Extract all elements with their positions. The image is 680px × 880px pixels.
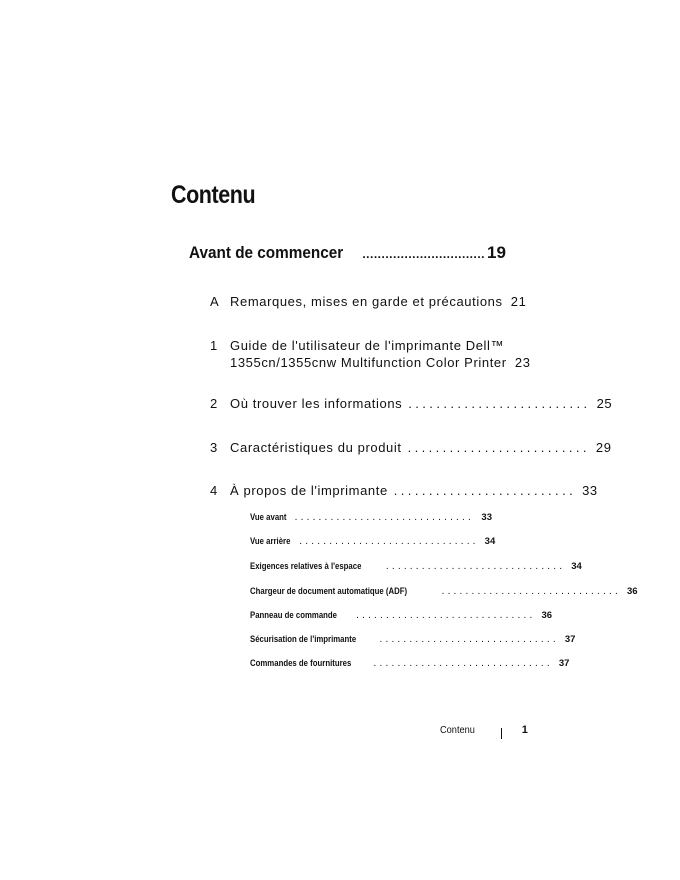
toc-entry-number: A — [210, 294, 220, 309]
toc-subentry[interactable] — [250, 658, 570, 669]
toc-entry-page: 21 — [510, 294, 527, 309]
toc-subentry-title: Exigences relatives à l'espace — [250, 561, 362, 572]
toc-subentry-leader: .............................. — [294, 512, 474, 523]
toc-subentry-page: 34 — [571, 561, 582, 572]
toc-subentry-page: 37 — [558, 658, 570, 669]
section-heading-page: 19 — [487, 243, 506, 262]
toc-subentry[interactable] — [250, 610, 553, 621]
toc-subentry-leader: .............................. — [356, 610, 536, 621]
section-heading-label: Avant de commencer — [189, 243, 344, 262]
toc-subentry[interactable] — [250, 634, 576, 645]
footer-label: Contenu — [440, 724, 475, 736]
footer-page-number: 1 — [521, 724, 528, 736]
toc-subentry-leader: .............................. — [299, 536, 479, 547]
toc-subentry-page: 33 — [481, 512, 492, 523]
footer-divider — [501, 728, 502, 739]
toc-subentry-leader: .............................. — [379, 634, 559, 645]
toc-entry-number: 2 — [210, 396, 218, 411]
toc-entry-leader: .......................... — [407, 440, 590, 455]
toc-entry-title: Où trouver les informations — [230, 396, 403, 411]
toc-entry-title: À propos de l'imprimante — [230, 483, 388, 498]
toc-subentry-title: Sécurisation de l'imprimante — [250, 634, 357, 645]
toc-subentry-title: Chargeur de document automatique (ADF) — [250, 586, 408, 597]
toc-entry-number: 3 — [210, 440, 218, 455]
toc-entry-page: 25 — [596, 396, 613, 411]
toc-subentry-title: Commandes de fournitures — [250, 658, 352, 669]
page-title: Contenu — [171, 181, 256, 209]
toc-subentry-title: Vue avant — [250, 512, 287, 523]
toc-subentry-page: 37 — [564, 634, 576, 645]
page-footer — [440, 724, 528, 736]
toc-subentry-leader: .............................. — [441, 586, 621, 597]
toc-subentry[interactable] — [250, 512, 492, 523]
toc-subentry-page: 34 — [484, 536, 496, 547]
toc-entry-leader: .......................... — [393, 483, 577, 498]
toc-subentry[interactable] — [250, 561, 582, 572]
toc-subentry[interactable] — [250, 586, 638, 597]
toc-entry-page: 23 — [514, 355, 531, 370]
toc-entry-title-line2: 1355cn/1355cnw Multifunction Color Printer — [230, 355, 507, 370]
toc-entry-page: 29 — [595, 440, 612, 455]
toc-subentry[interactable] — [250, 536, 496, 547]
toc-subentry-page: 36 — [626, 586, 638, 597]
toc-subentry-title: Vue arrière — [250, 536, 291, 547]
toc-subentry-title: Panneau de commande — [250, 610, 338, 621]
toc-subentry-page: 36 — [541, 610, 553, 621]
toc-subentry-leader: .............................. — [373, 658, 553, 669]
toc-entry-leader: .......................... — [408, 396, 591, 411]
toc-section-heading[interactable] — [189, 243, 506, 263]
toc-entry-number: 1 — [210, 338, 218, 353]
toc-subentry-leader: .............................. — [385, 561, 566, 572]
section-heading-leader: ................................ — [362, 247, 486, 261]
toc-entry-title: Caractéristiques du produit — [230, 440, 402, 455]
toc-entry-number: 4 — [210, 483, 218, 498]
toc-entry-title: Guide de l'utilisateur de l'imprimante Dell™ — [230, 338, 505, 353]
toc-entry-page: 33 — [582, 483, 598, 498]
toc-entry-title: Remarques, mises en garde et précautions — [230, 294, 503, 309]
